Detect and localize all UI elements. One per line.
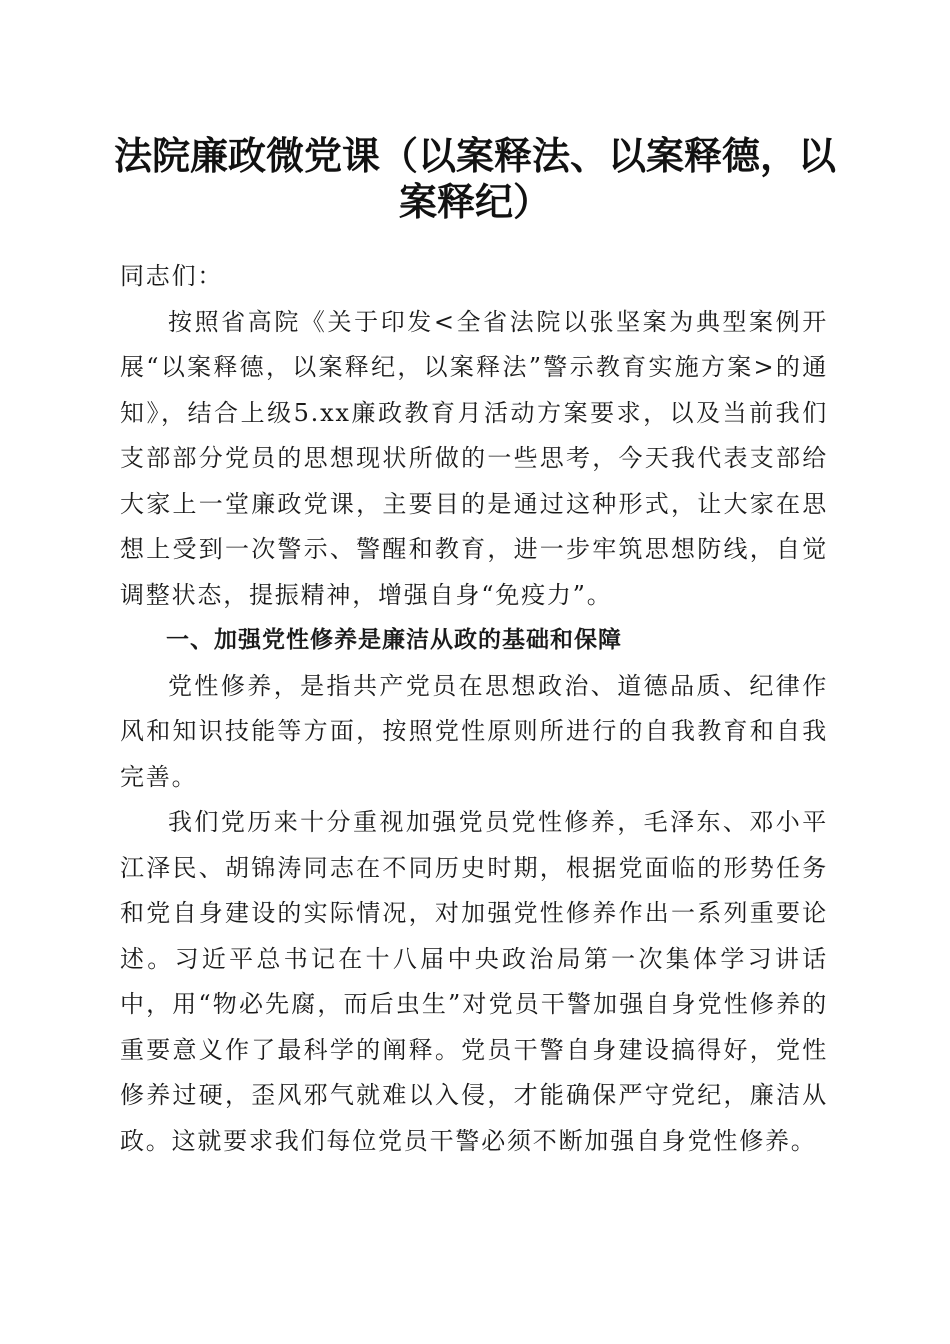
- paragraph-history: 我们党历来十分重视加强党员党性修养，毛泽东、邓小平江泽民、胡锦涛同志在不同历史时期，根据党面临的形势任务和党自身建设的实际情况，对加强党性修养作出一系列重要论述。习近平总书记在十八届中央政治局第一次集体学习讲话中，用“物必先腐，而后虫生”对党员干警加强自身党性修养的重要意义作了最科学的阐释。党员干警自身建设搞得好，党性修养过硬，歪风邪气就难以入侵，才能确保严守党纪，廉洁从政。这就要求我们每位党员干警必须不断加强自身党性修养。: [120, 808, 828, 1155]
- document-title: 法院廉政微党课（以案释法、以案释德，以案释纪）: [113, 133, 836, 224]
- paragraph-intro: 按照省高院《关于印发<全省法院以张坚案为典型案例开展“以案释德，以案释纪，以案释法”警示教育实施方案>的通知》，结合上级5.xx廉政教育月活动方案要求，以及当前我们支部部分党员的思想现状所做的一些思考，今天我代表支部给大家上一堂廉政党课，主要目的是通过这种形式，让大家在思想上受到一次警示、警醒和教育，进一步牢筑思想防线，自觉调整状态，提振精神，增强自身“免疫力”。: [120, 307, 828, 609]
- document-body: [120, 254, 828, 1164]
- section-heading-1: 一、加强党性修养是廉洁从政的基础和保障: [166, 627, 622, 653]
- paragraph-definition: 党性修养，是指共产党员在思想政治、道德品质、纪律作风和知识技能等方面，按照党性原则所进行的自我教育和自我完善。: [120, 671, 828, 791]
- salutation: 同志们：: [120, 262, 224, 290]
